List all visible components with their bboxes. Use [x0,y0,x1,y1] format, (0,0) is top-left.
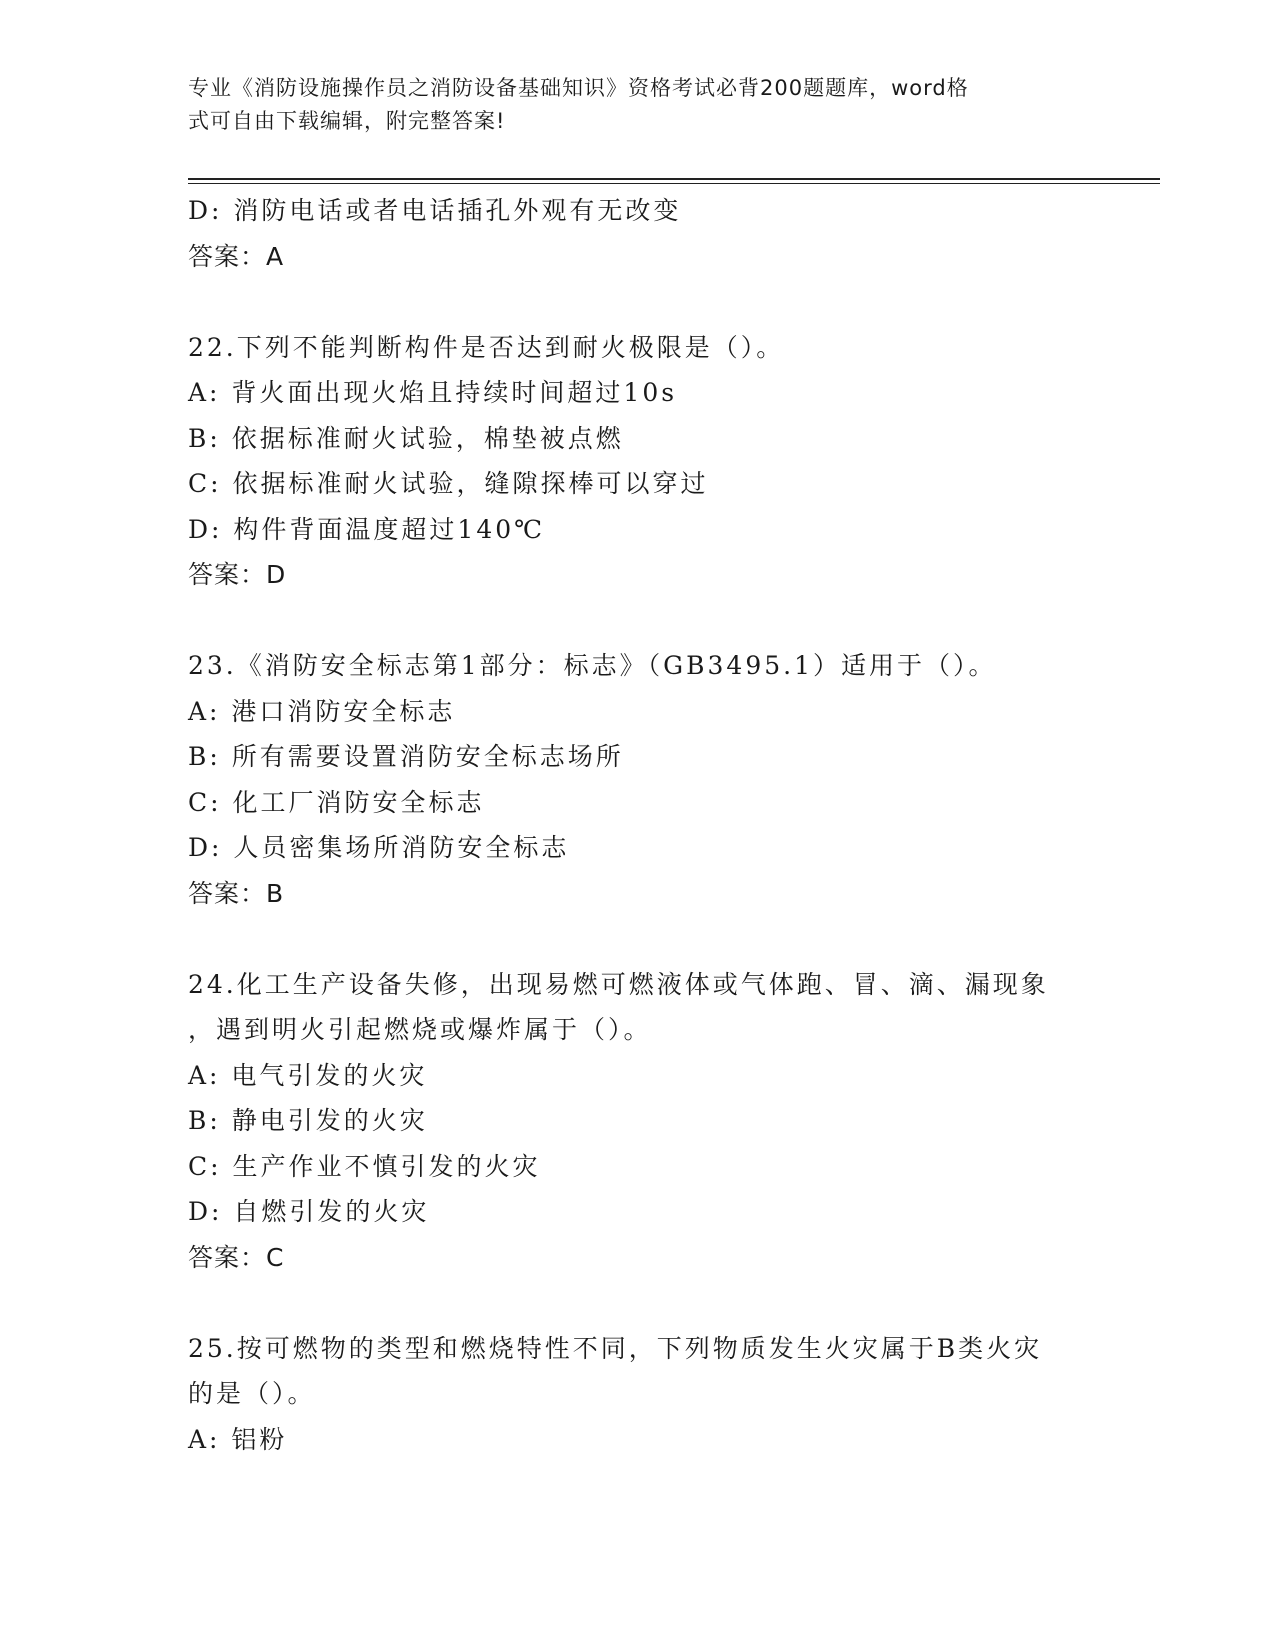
option-b: B: 所有需要设置消防安全标志场所 [188,742,624,771]
question-stem: 23.《消防安全标志第1部分：标志》（GB3495.1）适用于（）。 [188,651,997,680]
question-22 [188,325,1088,598]
option-a: A: 港口消防安全标志 [188,696,456,726]
question-stem-line-2: 的是（）。 [188,1379,316,1408]
header-rule-thin [188,183,1160,184]
carryover-question [188,188,1088,279]
option-a: A: 铝粉 [188,1424,288,1454]
question-list [188,188,1088,1462]
answer-line: 答案：C [188,1242,285,1272]
option-b: B: 依据标准耐火试验，棉垫被点燃 [188,423,624,453]
question-25 [188,1326,1088,1463]
option-d: D: 消防电话或者电话插孔外观有无改变 [188,196,682,225]
option-d: D: 构件背面温度超过140℃ [188,514,546,544]
option-b: B: 静电引发的火灾 [188,1106,428,1135]
answer-line: 答案：A [188,241,285,271]
header-title-line-1: 专业《消防设施操作员之消防设备基础知识》资格考试必背200题题库，word格 [188,76,969,100]
option-d: D: 自燃引发的火灾 [188,1197,430,1226]
spacer [188,916,1088,962]
answer-line: 答案：D [188,560,287,589]
answer-line: 答案：B [188,878,285,908]
option-d: D: 人员密集场所消防安全标志 [188,833,570,862]
question-stem-line-1: 24.化工生产设备失修，出现易燃可燃液体或气体跑、冒、滴、漏现象 [188,969,1049,999]
option-c: C: 依据标准耐火试验，缝隙探棒可以穿过 [188,469,709,498]
spacer [188,598,1088,644]
option-c: C: 化工厂消防安全标志 [188,787,485,817]
question-stem-line-2: ，遇到明火引起燃烧或爆炸属于（）。 [188,1015,652,1044]
spacer [188,279,1088,325]
option-c: C: 生产作业不慎引发的火灾 [188,1151,541,1181]
header-title-line-2: 式可自由下载编辑，附完整答案! [188,109,506,133]
question-23 [188,643,1088,916]
question-stem: 22.下列不能判断构件是否达到耐火极限是（）。 [188,332,785,362]
option-a: A: 背火面出现火焰且持续时间超过10s [188,378,678,407]
spacer [188,1280,1088,1326]
question-stem-line-1: 25.按可燃物的类型和燃烧特性不同，下列物质发生火灾属于B类火灾 [188,1333,1043,1363]
header-rule-thick [188,178,1160,180]
document-header [188,72,1068,138]
question-24 [188,962,1088,1281]
option-a: A: 电气引发的火灾 [188,1060,428,1090]
